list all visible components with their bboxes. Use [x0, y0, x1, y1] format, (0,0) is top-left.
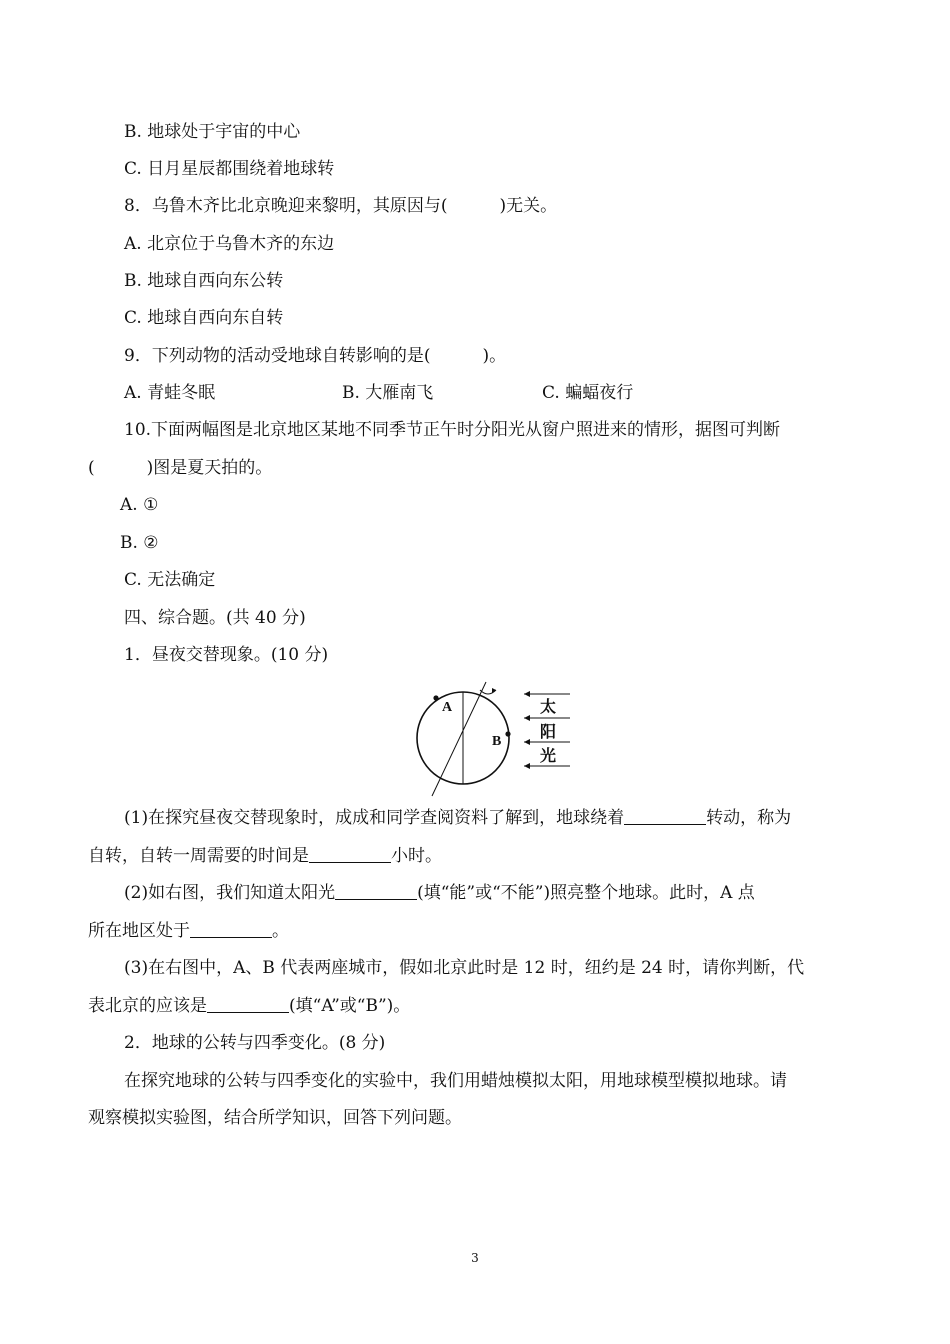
q10-line2-after: )图是夏天拍的。 [146, 458, 273, 478]
q10-option-a: A. ① [120, 495, 159, 515]
p1-s1-text-d: 小时。 [391, 846, 442, 866]
p1-s1-line1 [124, 806, 791, 830]
p1-s1-line2 [88, 844, 442, 868]
q9-option-b: B. 大雁南飞 [342, 383, 434, 403]
q10-stem-line1: 10.下面两幅图是北京地区某地不同季节正午时分阳光从窗户照进来的情形，据图可判断 [124, 420, 781, 440]
q8-stem-before: 8．乌鲁木齐比北京晚迎来黎明，其原因与( [124, 196, 448, 216]
problem-2-line2: 观察模拟实验图，结合所学知识，回答下列问题。 [88, 1108, 462, 1128]
q8-stem [124, 194, 557, 218]
q7-option-b: B. 地球处于宇宙的中心 [124, 122, 301, 142]
problem-1-title: 1．昼夜交替现象。(10 分) [124, 645, 329, 665]
p1-s2-blank-1[interactable] [335, 881, 417, 900]
point-b-dot [505, 731, 510, 736]
p1-s2-line1 [124, 881, 755, 905]
section-4-title: 四、综合题。(共 40 分) [124, 608, 306, 628]
q7-option-c: C. 日月星辰都围绕着地球转 [124, 159, 335, 179]
problem-2-line1: 在探究地球的公转与四季变化的实验中，我们用蜡烛模拟太阳，用地球模型模拟地球。请 [124, 1071, 787, 1091]
q9-option-c: C. 蝙蝠夜行 [542, 383, 634, 403]
p1-s1-text-a: (1)在探究昼夜交替现象时，成成和同学查阅资料了解到，地球绕着 [124, 808, 625, 828]
q9-options [124, 381, 633, 405]
p1-s3-blank[interactable] [207, 994, 289, 1013]
q10-line2-before: ( [88, 458, 95, 478]
p1-s2-text-c: 所在地区处于 [88, 921, 190, 941]
p1-s1-blank-1[interactable] [624, 806, 706, 825]
p1-s3-text-a: 表北京的应该是 [88, 996, 207, 1016]
q10-option-c: C. 无法确定 [124, 570, 216, 590]
problem-2-title: 2．地球的公转与四季变化。(8 分) [124, 1033, 386, 1053]
p1-s3-text-b: (填“A”或“B”)。 [289, 996, 411, 1016]
point-a-dot [433, 695, 438, 700]
q9-option-a: A. 青蛙冬眠 [124, 383, 216, 403]
label-a: A [442, 700, 453, 715]
q9-stem-after: )。 [482, 346, 507, 366]
p1-s2-text-d: 。 [272, 921, 289, 941]
q9-stem [124, 344, 506, 368]
day-night-diagram [412, 676, 582, 804]
sunray-2-head [524, 715, 530, 721]
sunray-4-head [524, 763, 530, 769]
q8-option-b: B. 地球自西向东公转 [124, 271, 284, 291]
sun-char-3: 光 [540, 746, 557, 765]
p1-s2-text-a: (2)如右图，我们知道太阳光 [124, 883, 336, 903]
earth-axis-line [432, 682, 486, 796]
p1-s2-blank-2[interactable] [190, 919, 272, 938]
q8-stem-after: )无关。 [499, 196, 558, 216]
q8-option-c: C. 地球自西向东自转 [124, 308, 284, 328]
q8-option-a: A. 北京位于乌鲁木齐的东边 [124, 234, 335, 254]
p1-s1-text-b: 转动，称为 [706, 808, 792, 828]
p1-s1-blank-2[interactable] [309, 844, 391, 863]
label-b: B [492, 734, 502, 749]
p1-s3-line2 [88, 994, 410, 1018]
sun-char-1: 太 [540, 697, 557, 716]
p1-s1-text-c: 自转，自转一周需要的时间是 [88, 846, 309, 866]
sunray-3-head [524, 739, 530, 745]
p1-s2-text-b: (填“能”或“不能”)照亮整个地球。此时，A 点 [417, 883, 755, 903]
q10-option-b: B. ② [120, 533, 159, 553]
q10-stem-line2 [88, 456, 272, 480]
sunray-1-head [524, 691, 530, 697]
page-number: 3 [471, 1251, 479, 1265]
p1-s3-line1: (3)在右图中，A、B 代表两座城市，假如北京此时是 12 时，纽约是 24 时，请你判断，代 [124, 958, 805, 978]
q9-stem-before: 9．下列动物的活动受地球自转影响的是( [124, 346, 431, 366]
sun-char-2: 阳 [540, 722, 557, 741]
p1-s2-line2 [88, 919, 289, 943]
